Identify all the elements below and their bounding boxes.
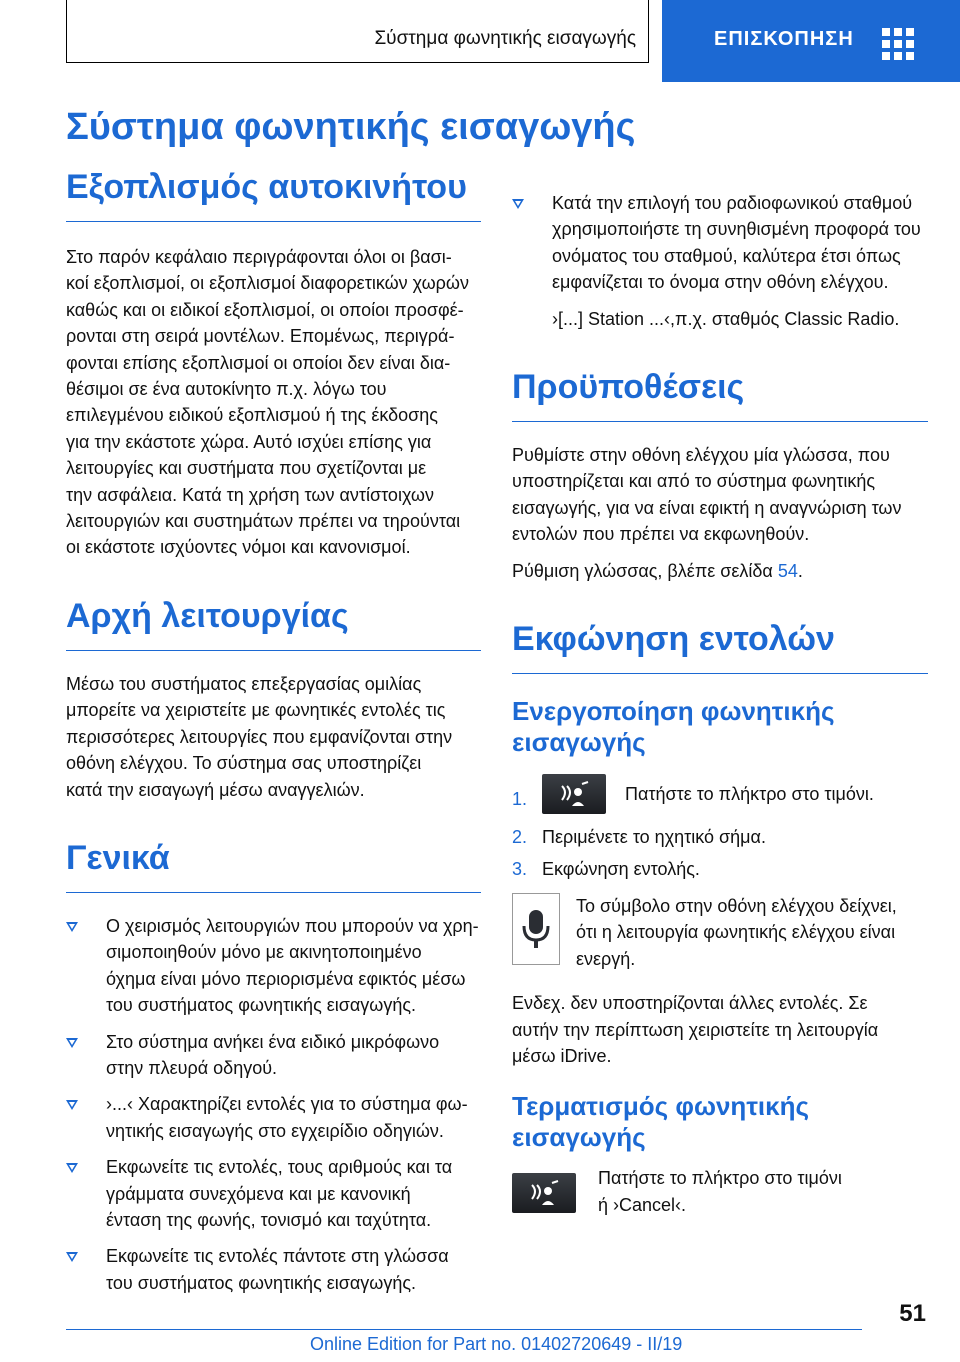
- principle-text: [66, 671, 481, 803]
- heading-general: Γενικά: [66, 839, 481, 893]
- station-example: ›[...] Station ...‹,π.χ. σταθμός Classic Radio.: [552, 308, 900, 329]
- equipment-text: [66, 244, 481, 561]
- text-line: Το σύμβολο στην οθόνη ελέγχου δείχνει,: [576, 895, 897, 916]
- text-line: φονται επίσης εξοπλισμοί οι οποίοι δεν είναι δια‐: [66, 352, 451, 373]
- list-item: [512, 856, 928, 882]
- subheading-line: Ενεργοποίηση φωνητικής: [512, 696, 835, 727]
- text-line: ή ›Cancel‹.: [598, 1194, 687, 1215]
- text-line: οθόνη ελέγχου. Το σύστημα σας υποστηρίζει: [66, 753, 422, 774]
- text-line: Μέσω του συστήματος επεξεργασίας ομιλίας: [66, 673, 422, 694]
- text-line: καθώς και οι ειδικοί εξοπλισμοί, οι οποίοι προσφέ‐: [66, 299, 464, 320]
- text-line: λειτουργιών και συστημάτων πρέπει να τηρούνται: [66, 511, 461, 532]
- step-text: Περιμένετε το ηχητικό σήμα.: [542, 827, 766, 848]
- idrive-note: [512, 990, 928, 1069]
- subheading-line: Τερματισμός φωνητικής: [512, 1091, 810, 1122]
- grid-icon: [882, 28, 914, 60]
- footer-edition: Online Edition for Part no. 01402720649 - II/19: [310, 1334, 683, 1354]
- page-number: 51: [899, 1300, 926, 1327]
- header-chapter-tab[interactable]: [662, 0, 960, 82]
- step-text: Πατήστε το πλήκτρο στο τιμόνι.: [625, 783, 874, 804]
- language-ref: Ρύθμιση γλώσσας, βλέπε σελίδα 54.: [512, 560, 803, 581]
- text-line: Ενδεχ. δεν υποστηρίζονται άλλες εντολές. Σε: [512, 993, 868, 1014]
- text-line: υποστηρίζεται και από το σύστημα φωνητικής: [512, 471, 876, 492]
- end-instruction: [512, 1165, 928, 1218]
- heading-equipment: Εξοπλισμός αυτοκινήτου: [66, 168, 481, 222]
- step-number: 2.: [512, 827, 528, 848]
- text-line: ενεργή.: [576, 948, 636, 969]
- heading-prerequisites: Προϋποθέσεις: [512, 368, 928, 422]
- text-line: μέσω iDrive.: [512, 1045, 612, 1066]
- text-line: Πατήστε το πλήκτρο στο τιμόνι: [598, 1168, 842, 1189]
- triangle-bullet-icon: [66, 1163, 78, 1173]
- voice-button-icon: [542, 774, 606, 814]
- text-line: για την εκάστοτε χώρα. Αυτό ισχύει επίσης για: [66, 431, 432, 452]
- footer-divider: [66, 1329, 862, 1330]
- list-item: [512, 824, 928, 850]
- prerequisites-text: [512, 442, 928, 584]
- text-line: επιλεγμένου ειδικού εξοπλισμού ή της έκδοσης: [66, 405, 438, 426]
- step-number: 3.: [512, 859, 528, 880]
- triangle-bullet-icon: [66, 922, 78, 932]
- heading-principle: Αρχή λειτουργίας: [66, 597, 481, 651]
- list-item: [512, 774, 928, 818]
- page-title: Σύστημα φωνητικής εισαγωγής: [66, 106, 636, 148]
- heading-commands: Εκφώνηση εντολών: [512, 620, 928, 674]
- list-item: ›...‹ Χαρακτηρίζει εντολές για το σύστημα φω‐ νητικής εισαγωγής στο εγχειρίδιο οδηγιών.: [66, 1091, 481, 1144]
- voice-button-icon: [512, 1173, 576, 1213]
- triangle-bullet-icon: [66, 1100, 78, 1110]
- steps-list: [512, 774, 928, 883]
- list-item: Ο χειρισμός λειτουργιών που μπορούν να χρη‐ σιμοποιηθούν μόνο με ακινητοποιημένο όχημα είναι μόνο περιορισμένα εφικτός μέσω του συστήματος φωνητικής εισαγωγής.: [66, 913, 481, 1019]
- header-chapter-label: ΕΠΙΣΚΟΠΗΣΗ: [714, 28, 854, 50]
- subheading-line: εισαγωγής: [512, 727, 646, 758]
- heading-activate: [512, 696, 928, 758]
- step-number: 1.: [512, 789, 528, 810]
- text-line: εντολών που πρέπει να εκφωνηθούν.: [512, 524, 810, 545]
- heading-end: [512, 1091, 928, 1153]
- text-line: Στο παρόν κεφάλαιο περιγράφονται όλοι οι βασι‐: [66, 247, 452, 267]
- text-line: κατά την εισαγωγή μέσω αναγγελιών.: [66, 779, 365, 800]
- text-line: μπορείτε να χειριστείτε με φωνητικές εντολές τις: [66, 700, 446, 721]
- text-line: ότι η λειτουργία φωνητικής ελέγχου είναι: [576, 922, 896, 943]
- list-item: Κατά την επιλογή του ραδιοφωνικού σταθμού χρησιμοποιήστε τη συνηθισμένη προφορά του ονόματος του σταθμού, καλύτερα έτσι όπως εμφανίζεται το όνομα στην οθόνη ελέγχου.: [512, 190, 928, 296]
- text-line: αυτήν την περίπτωση χειριστείτε τη λειτουργία: [512, 1019, 879, 1040]
- header-section-box: [66, 0, 649, 63]
- text-line: κοί εξοπλισμοί, οι εξοπλισμοί διαφορετικών χωρών: [66, 273, 469, 294]
- left-column: [66, 168, 481, 1296]
- triangle-bullet-icon: [66, 1252, 78, 1262]
- list-item: Εκφωνείτε τις εντολές πάντοτε στη γλώσσα του συστήματος φωνητικής εισαγωγής.: [66, 1243, 481, 1296]
- general-bullets: [66, 913, 481, 1296]
- text-line: ρονται στη σειρά μοντέλων. Επομένως, περιγρά‐: [66, 326, 455, 347]
- triangle-bullet-icon: [512, 199, 524, 209]
- triangle-bullet-icon: [66, 1038, 78, 1048]
- microphone-icon: [512, 893, 560, 965]
- text-line: θέσιμοι σε ένα αυτοκίνητο π.χ. λόγω του: [66, 379, 387, 400]
- text-line: λειτουργίες και συστήματα που σχετίζονται με: [66, 458, 427, 479]
- page-link[interactable]: 54: [777, 560, 798, 581]
- text-line: περισσότερες λειτουργίες που εμφανίζονται στην: [66, 726, 453, 747]
- text-line: Ρυθμίστε στην οθόνη ελέγχου μία γλώσσα, που: [512, 445, 890, 466]
- right-column: [512, 190, 928, 1218]
- mic-note: [512, 893, 928, 972]
- text-line: εισαγωγής, για να είναι εφικτή η αναγνώριση των: [512, 497, 902, 518]
- header-section-title: Σύστημα φωνητικής εισαγωγής: [374, 28, 636, 49]
- subheading-line: εισαγωγής: [512, 1122, 646, 1153]
- list-item: Στο σύστημα ανήκει ένα ειδικό μικρόφωνο στην πλευρά οδηγού.: [66, 1029, 481, 1082]
- station-bullets: [512, 190, 928, 332]
- text-line: την ασφάλεια. Κατά τη χρήση των αντίστοιχων: [66, 484, 434, 505]
- list-item: Εκφωνείτε τις εντολές, τους αριθμούς και τα γράμματα συνεχόμενα και με κανονική ένταση της φωνής, τονισμό και ταχύτητα.: [66, 1154, 481, 1233]
- step-text: Εκφώνηση εντολής.: [542, 859, 700, 880]
- text-line: οι εκάστοτε ισχύοντες νόμοι και κανονισμοί.: [66, 537, 411, 558]
